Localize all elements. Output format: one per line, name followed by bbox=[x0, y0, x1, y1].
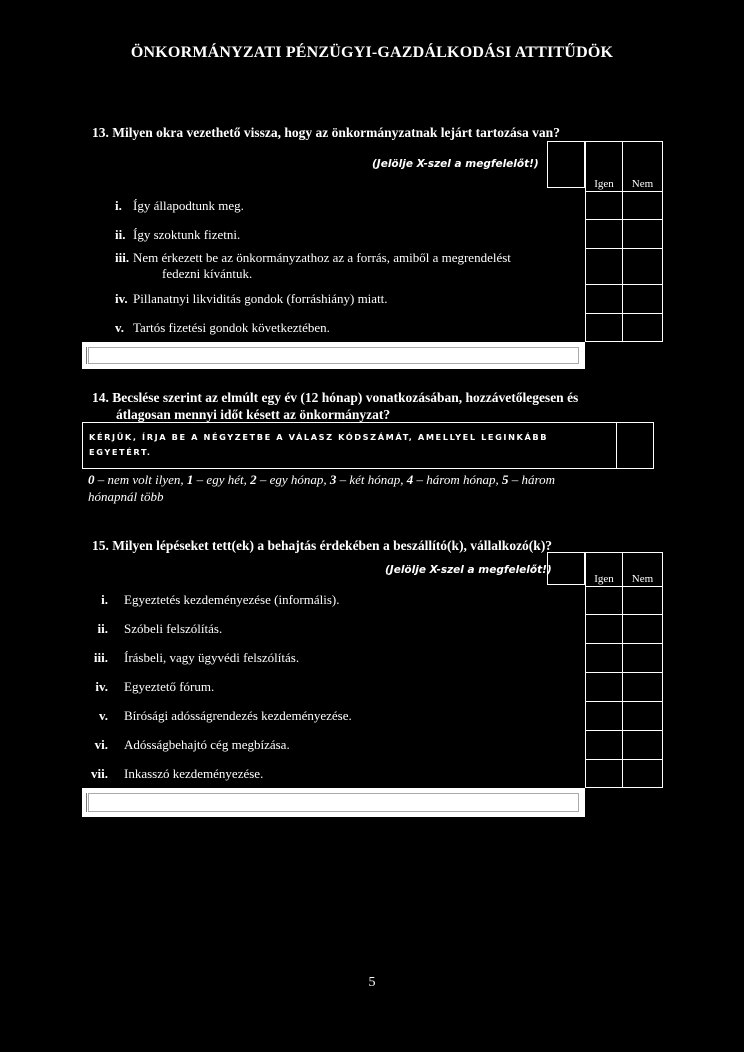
q14-legend-text-2: – egy hónap, bbox=[256, 472, 330, 487]
q15-item-1-num: i. bbox=[101, 592, 108, 607]
q15-instruction: (Jelölje X-szel a megfelelőt!) bbox=[385, 564, 552, 576]
q15-nem-header-cell bbox=[622, 552, 663, 587]
q14-legend-line2: hónapnál több bbox=[88, 489, 164, 504]
q15-item-5-no-checkbox[interactable] bbox=[622, 701, 663, 731]
q15-empty-header-cell bbox=[547, 552, 585, 585]
q14-legend-code-4: 4 bbox=[406, 472, 414, 487]
q14-legend-text-0: – nem volt ilyen, bbox=[94, 472, 187, 487]
q15-item-3-yes-checkbox[interactable] bbox=[585, 643, 623, 673]
q13-item-4-num: iv. bbox=[115, 291, 128, 306]
q15-item-1-no-checkbox[interactable] bbox=[622, 586, 663, 615]
q15-item-6-no-checkbox[interactable] bbox=[622, 730, 663, 760]
q15-item-5-text: Bírósági adósságrendezés kezdeményezése. bbox=[124, 708, 352, 723]
q13-other-text-box-cursor bbox=[86, 347, 87, 364]
q15-item-3-num: iii. bbox=[93, 650, 108, 665]
q15-item-5-num: v. bbox=[98, 708, 108, 723]
q14-instruction-line2: EGYETÉRT. bbox=[89, 447, 152, 457]
q14-legend-text-5: – három bbox=[508, 472, 555, 487]
q13-item-2-num: ii. bbox=[115, 227, 126, 242]
q14-legend-text-4: – három hónap, bbox=[413, 472, 503, 487]
q14-legend-code-3: 3 bbox=[329, 472, 337, 487]
q14-answer-code-box[interactable] bbox=[616, 422, 654, 469]
q13-item-5-num: v. bbox=[115, 320, 125, 335]
q14-legend-code-5: 5 bbox=[502, 472, 509, 487]
q15-item-2-text: Szóbeli felszólítás. bbox=[124, 621, 223, 636]
q15-item-4-num: iv. bbox=[95, 679, 108, 694]
q15-item-2-no-checkbox[interactable] bbox=[622, 614, 663, 644]
q13-item-4-yes-checkbox[interactable] bbox=[585, 284, 623, 314]
q14-question-line2: átlagosan mennyi időt késett az önkormányzat? bbox=[116, 407, 391, 422]
page-number: 5 bbox=[368, 975, 376, 990]
q15-item-5-yes-checkbox[interactable] bbox=[585, 701, 623, 731]
q14-legend-text-3: – két hónap, bbox=[336, 472, 407, 487]
q13-item-2-yes-checkbox[interactable] bbox=[585, 219, 623, 249]
q14-question-line1: 14. Becslése szerint az elmúlt egy év (12 hónap) vonatkozásában, hozzávetőlegesen és bbox=[92, 390, 579, 405]
q15-igen-label: Igen bbox=[594, 573, 614, 585]
q13-item-2-text: Így szoktunk fizetni. bbox=[133, 227, 241, 242]
q14-instruction-line1: KÉRJÜK, ÍRJA BE A NÉGYZETBE A VÁLASZ KÓDSZÁMÁT, AMELLYEL LEGINKÁBB bbox=[89, 432, 549, 442]
q15-other-text-box-cursor bbox=[86, 793, 87, 812]
q15-item-7-num: vii. bbox=[91, 766, 108, 781]
page-title: ÖNKORMÁNYZATI PÉNZÜGYI-GAZDÁLKODÁSI ATTITŰDÖK bbox=[130, 44, 614, 61]
q13-item-1-yes-checkbox[interactable] bbox=[585, 191, 623, 220]
q13-question: 13. Milyen okra vezethető vissza, hogy az önkormányzatnak lejárt tartozása van? bbox=[92, 125, 560, 140]
q13-other-text-box[interactable] bbox=[82, 342, 585, 369]
q13-item-3-yes-checkbox[interactable] bbox=[585, 248, 623, 285]
q13-empty-header-cell bbox=[547, 141, 585, 188]
q15-item-6-yes-checkbox[interactable] bbox=[585, 730, 623, 760]
q15-item-4-text: Egyeztető fórum. bbox=[124, 679, 215, 694]
q15-item-6-text: Adósságbehajtó cég megbízása. bbox=[124, 737, 290, 752]
q13-item-1-num: i. bbox=[115, 198, 122, 213]
q15-item-7-yes-checkbox[interactable] bbox=[585, 759, 623, 788]
q15-other-text-box-inner bbox=[88, 793, 579, 812]
q14-legend-code-2: 2 bbox=[250, 472, 257, 487]
q13-nem-header-cell bbox=[622, 141, 663, 192]
q13-item-5-text: Tartós fizetési gondok következtében. bbox=[133, 320, 330, 335]
q15-question: 15. Milyen lépéseket tett(ek) a behajtás érdekében a beszállító(k), vállalkozó(k)? bbox=[92, 538, 553, 553]
q13-item-4-no-checkbox[interactable] bbox=[622, 284, 663, 314]
q14-legend bbox=[88, 471, 555, 488]
q15-item-7-no-checkbox[interactable] bbox=[622, 759, 663, 788]
q15-item-6-num: vi. bbox=[94, 737, 108, 752]
q13-item-2-no-checkbox[interactable] bbox=[622, 219, 663, 249]
q13-instruction: (Jelölje X-szel a megfelelőt!) bbox=[372, 158, 539, 170]
q13-igen-label: Igen bbox=[594, 178, 614, 190]
q13-igen-header-cell bbox=[585, 141, 623, 192]
q13-item-3-num: iii. bbox=[115, 250, 130, 265]
q14-instruction-box bbox=[82, 422, 617, 469]
q15-item-4-no-checkbox[interactable] bbox=[622, 672, 663, 702]
q13-item-3-text: Nem érkezett be az önkormányzathoz az a forrás, amiből a megrendelést bbox=[133, 250, 511, 265]
q15-item-2-yes-checkbox[interactable] bbox=[585, 614, 623, 644]
q13-other-text-box-inner bbox=[88, 347, 579, 364]
q15-item-1-text: Egyeztetés kezdeményezése (informális). bbox=[124, 592, 340, 607]
q13-item-1-text: Így állapodtunk meg. bbox=[133, 198, 244, 213]
q15-nem-label: Nem bbox=[631, 573, 654, 585]
q13-item-1-no-checkbox[interactable] bbox=[622, 191, 663, 220]
q15-other-text-box[interactable] bbox=[82, 788, 585, 817]
q13-item-3-no-checkbox[interactable] bbox=[622, 248, 663, 285]
q15-item-2-num: ii. bbox=[97, 621, 108, 636]
q15-item-4-yes-checkbox[interactable] bbox=[585, 672, 623, 702]
q14-legend-code-1: 1 bbox=[186, 472, 194, 487]
q14-legend-code-0: 0 bbox=[88, 472, 95, 487]
q14-legend-text-1: – egy hét, bbox=[193, 472, 251, 487]
q13-nem-label: Nem bbox=[631, 178, 654, 190]
q13-item-5-yes-checkbox[interactable] bbox=[585, 313, 623, 342]
q13-item-5-no-checkbox[interactable] bbox=[622, 313, 663, 342]
q15-item-7-text: Inkasszó kezdeményezése. bbox=[124, 766, 264, 781]
q15-igen-header-cell bbox=[585, 552, 623, 587]
q15-item-3-text: Írásbeli, vagy ügyvédi felszólítás. bbox=[124, 650, 300, 665]
q15-item-3-no-checkbox[interactable] bbox=[622, 643, 663, 673]
q13-item-4-text: Pillanatnyi likviditás gondok (forráshiány) miatt. bbox=[133, 291, 388, 306]
q15-item-1-yes-checkbox[interactable] bbox=[585, 586, 623, 615]
q13-item-3-text-cont: fedezni kívántuk. bbox=[162, 266, 253, 281]
